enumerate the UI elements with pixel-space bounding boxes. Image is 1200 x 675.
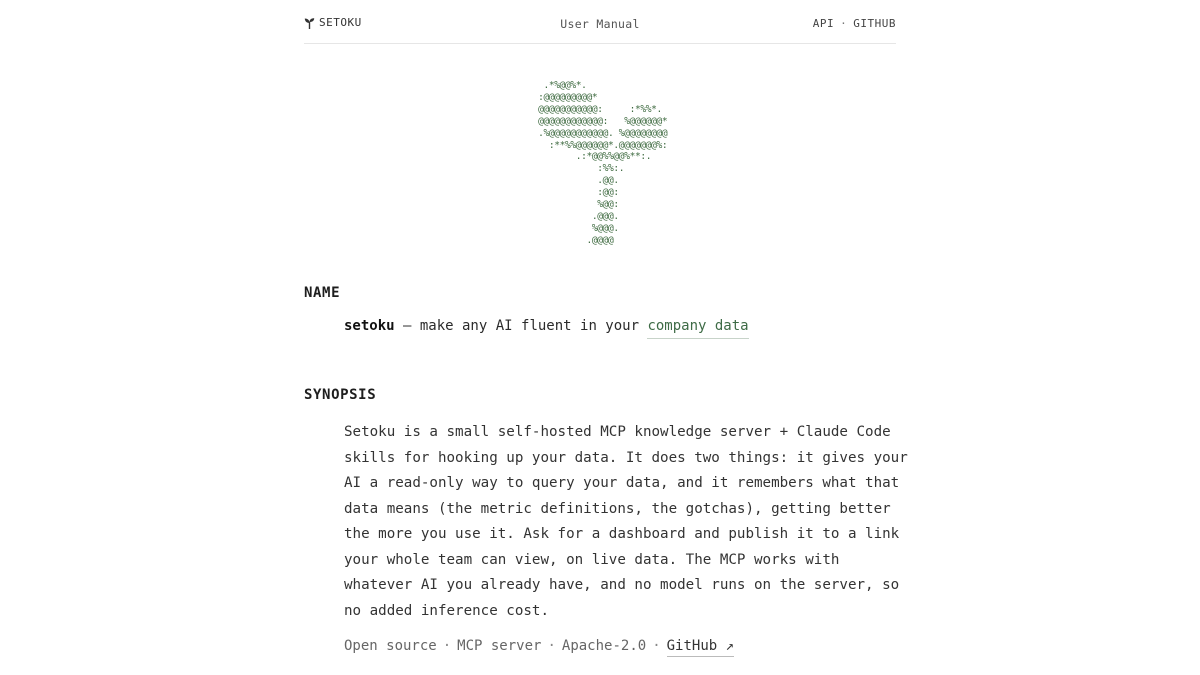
brand-label: SETOKU (319, 16, 362, 29)
command-name: setoku (344, 318, 395, 334)
name-tagline: — make any AI fluent in your (394, 318, 648, 334)
github-link[interactable]: GitHub ↗ (667, 638, 734, 657)
page-title: User Manual (560, 17, 640, 31)
project-meta-line (344, 638, 734, 654)
meta-mcp-server: MCP server (457, 638, 542, 654)
top-nav-bar (304, 0, 896, 44)
synopsis-line: the more you use it. Ask for a dashboard and publish it to a link (344, 526, 900, 542)
meta-open-source: Open source (344, 638, 437, 654)
synopsis-heading: SYNOPSIS (304, 387, 377, 403)
nav-link-github[interactable]: GITHUB (853, 17, 896, 30)
top-nav-links (813, 17, 896, 30)
nav-link-api[interactable]: API (812, 17, 835, 30)
meta-separator: · (547, 638, 556, 654)
synopsis-line: AI a read-only way to query your data, and it remembers what that (344, 475, 900, 491)
ascii-sprout-art: .*%@@%*. :@@@@@@@@@* @@@@@@@@@@@: :*%%*. @@@@@@@@@@@@: %@@@@@@* .%@@@@@@@@@@@. %@@@@@@@@ :**%%@@@@@@*.@@@@@@@%: .:*@@%%@@%**:. :%%:. .@@. :@@: %@@: .@@@. %@@@. .@@@@ (538, 80, 668, 246)
name-description (344, 318, 749, 334)
meta-separator: · (652, 638, 661, 654)
company-data-link[interactable]: company data (647, 318, 748, 339)
synopsis-line: your whole team can view, on live data. The MCP works with (344, 551, 840, 568)
synopsis-line: Setoku is a small self-hosted MCP knowledge server + Claude Code (344, 424, 891, 440)
name-heading: NAME (304, 285, 341, 301)
nav-separator: · (840, 17, 848, 30)
synopsis-line: no added inference cost. (344, 602, 549, 619)
synopsis-line: skills for hooking up your data. It does two things: it gives your (344, 449, 908, 466)
meta-license: Apache-2.0 (561, 638, 647, 654)
synopsis-paragraph (344, 420, 908, 624)
ascii-logo (0, 80, 1200, 247)
synopsis-line: data means (the metric definitions, the gotchas), getting better (344, 500, 891, 517)
meta-separator: · (442, 638, 452, 654)
synopsis-line: whatever AI you already have, and no model runs on the server, so (344, 577, 900, 593)
